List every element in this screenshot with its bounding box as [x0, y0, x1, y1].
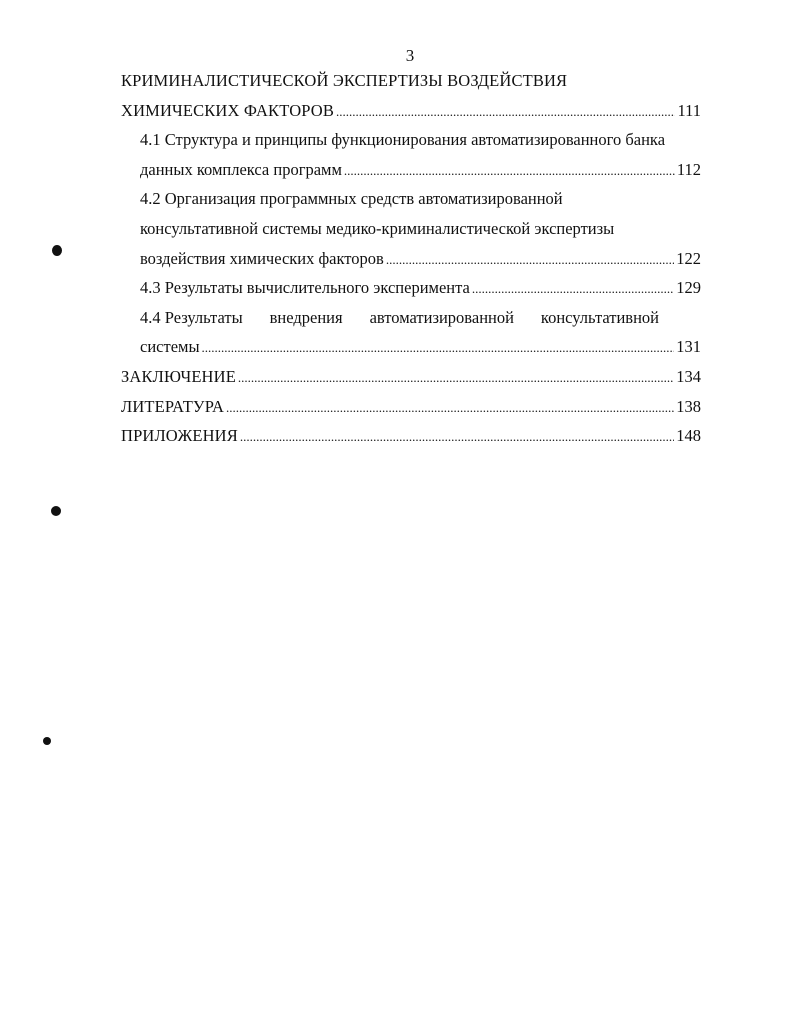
toc-page-number: 148 [676, 426, 701, 446]
dot-leader [344, 156, 675, 186]
toc-entry-label: данных комплекса программ [140, 159, 342, 179]
toc-entry-4-1-line-2[interactable] [121, 155, 701, 185]
dot-leader [202, 333, 675, 363]
toc-page-number: 122 [676, 248, 701, 268]
toc-entry-4-2-line-2[interactable] [121, 214, 701, 244]
toc-entry-label: 4.3 Результаты вычислительного эксперимента [140, 278, 470, 298]
toc-entry-word: автоматизированной [369, 307, 514, 327]
toc-heading-line-1 [121, 66, 701, 96]
toc-entry-label: консультативной системы медико-криминалистической экспертизы [140, 218, 615, 238]
toc-entry-4-4-line-2[interactable] [121, 332, 701, 362]
toc-entry-4-2-line-3[interactable] [121, 244, 701, 274]
dot-leader [472, 274, 674, 304]
dot-leader [336, 97, 675, 127]
toc-entry-label: 4.1 Структура и принципы функционирования автоматизированного банка [140, 130, 666, 150]
toc-entry-4-1-line-1[interactable] [121, 125, 701, 155]
toc-page-number: 131 [676, 337, 701, 357]
toc-heading-text: КРИМИНАЛИСТИЧЕСКОЙ ЭКСПЕРТИЗЫ ВОЗДЕЙСТВИЯ [121, 71, 568, 90]
toc-entry-4-2-line-1[interactable] [121, 184, 701, 214]
toc-entry-chemical-factors[interactable] [121, 96, 701, 126]
dot-leader [226, 393, 674, 423]
dot-leader [240, 422, 674, 452]
toc-page-number: 134 [676, 366, 701, 386]
toc-entry-label: ХИМИЧЕСКИХ ФАКТОРОВ [121, 100, 335, 120]
toc-entry-label: ЗАКЛЮЧЕНИЕ [121, 366, 236, 386]
binder-hole-mark [43, 737, 51, 745]
toc-entry-4-4-line-1[interactable] [121, 303, 701, 333]
toc-entry-label: ЛИТЕРАТУРА [121, 396, 225, 416]
binder-hole-mark [52, 245, 62, 256]
toc-page-number: 129 [676, 278, 701, 298]
dot-leader [386, 245, 674, 275]
page-number: 3 [405, 46, 415, 65]
toc-page-number: 111 [677, 100, 701, 120]
toc-entry-label: системы [140, 337, 200, 357]
toc-entry-word: консультативной [540, 307, 659, 327]
binder-hole-mark [51, 506, 61, 516]
toc-page-number: 112 [676, 159, 701, 179]
toc-entry-appendices[interactable] [121, 421, 701, 451]
toc-entry-label: ПРИЛОЖЕНИЯ [121, 426, 238, 446]
dot-leader [238, 363, 674, 393]
toc-entry-word: 4.4 Результаты [140, 307, 243, 327]
toc-entry-word: внедрения [269, 307, 343, 327]
toc-entry-4-3[interactable] [121, 273, 701, 303]
toc-entry-label: воздействия химических факторов [140, 248, 384, 268]
toc-page-number: 138 [676, 396, 701, 416]
toc-entry-conclusion[interactable] [121, 362, 701, 392]
toc-entry-literature[interactable] [121, 392, 701, 422]
table-of-contents [121, 66, 701, 451]
toc-entry-label: 4.2 Организация программных средств автоматизированной [140, 189, 563, 209]
